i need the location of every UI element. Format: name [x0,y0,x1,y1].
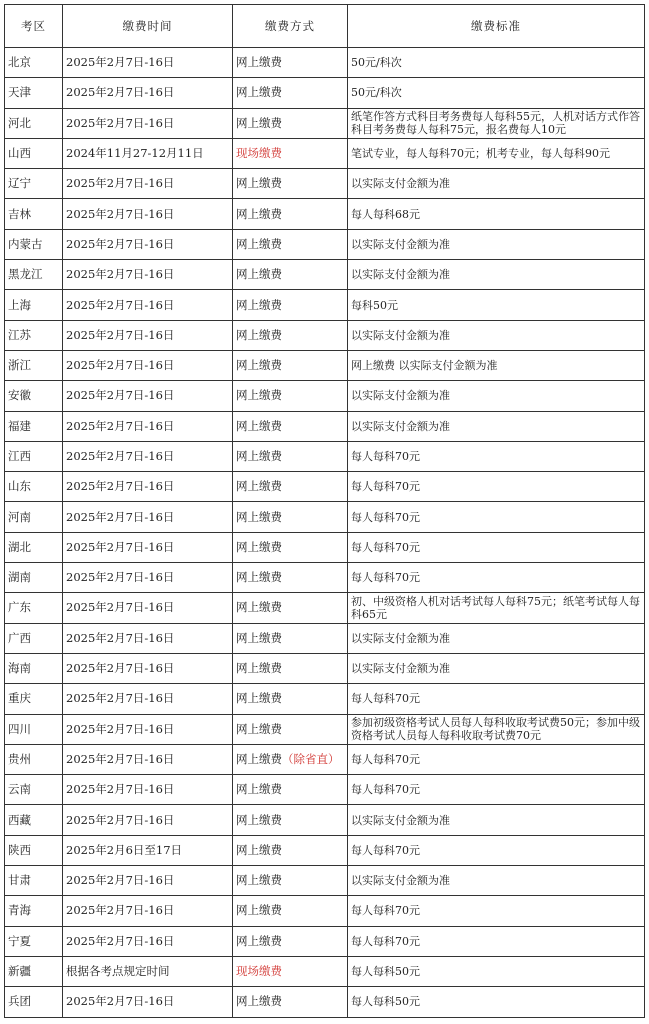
method-text: 网上缴费 [236,85,282,100]
cell-method [233,714,348,744]
cell-time: 2025年2月7日-16日 [63,441,233,471]
table-row [5,381,645,411]
cell-time: 根据各考点规定时间 [63,956,233,986]
cell-time: 2024年11月27-12月11日 [63,138,233,168]
cell-time: 2025年2月7日-16日 [63,472,233,502]
method-text: 网上缴费 [236,873,282,888]
cell-method [233,138,348,168]
cell-time: 2025年2月7日-16日 [63,48,233,78]
table-row [5,532,645,562]
cell-region: 黑龙江 [5,260,63,290]
cell-region: 新疆 [5,956,63,986]
table-row [5,502,645,532]
table-row [5,653,645,683]
method-note: （除省直） [282,751,340,766]
table-row [5,866,645,896]
cell-region: 天津 [5,78,63,108]
table-row [5,199,645,229]
cell-fee: 每人每科70元 [348,684,645,714]
table-row [5,350,645,380]
method-text: 网上缴费 [236,206,282,221]
table-row [5,229,645,259]
cell-fee: 每人每科70元 [348,926,645,956]
cell-time: 2025年2月7日-16日 [63,684,233,714]
fee-table [4,4,645,1018]
cell-time: 2025年2月7日-16日 [63,987,233,1017]
cell-region: 西藏 [5,805,63,835]
cell-time: 2025年2月7日-16日 [63,381,233,411]
method-text: 网上缴费 [236,388,282,403]
cell-fee: 以实际支付金额为准 [348,411,645,441]
cell-time: 2025年2月7日-16日 [63,623,233,653]
cell-method [233,169,348,199]
cell-method [233,987,348,1017]
cell-fee: 以实际支付金额为准 [348,805,645,835]
method-text: 网上缴费 [236,812,282,827]
cell-time: 2025年2月7日-16日 [63,290,233,320]
cell-time: 2025年2月7日-16日 [63,229,233,259]
cell-fee: 每人每科70元 [348,835,645,865]
cell-time: 2025年2月7日-16日 [63,563,233,593]
cell-region: 广东 [5,593,63,623]
table-header [5,5,645,48]
cell-method [233,48,348,78]
cell-time: 2025年2月7日-16日 [63,866,233,896]
cell-time: 2025年2月7日-16日 [63,260,233,290]
table-body [5,48,645,1018]
cell-region: 四川 [5,714,63,744]
method-text: 网上缴费 [236,418,282,433]
cell-region: 辽宁 [5,169,63,199]
method-text: 网上缴费 [236,661,282,676]
method-text: 网上缴费 [236,509,282,524]
cell-time: 2025年2月7日-16日 [63,350,233,380]
cell-region: 河南 [5,502,63,532]
table-row [5,563,645,593]
cell-time: 2025年2月7日-16日 [63,926,233,956]
header-fee: 缴费标准 [348,5,645,48]
cell-fee: 每人每科68元 [348,199,645,229]
cell-time: 2025年2月7日-16日 [63,593,233,623]
cell-region: 山东 [5,472,63,502]
cell-method [233,835,348,865]
cell-fee: 以实际支付金额为准 [348,866,645,896]
table-row [5,775,645,805]
method-text: 网上缴费 [236,994,282,1009]
cell-fee: 初、中级资格人机对话考试每人每科75元；纸笔考试每人每科65元 [348,593,645,623]
method-text: 网上缴费 [236,630,282,645]
method-text: 网上缴费 [236,600,282,615]
table-row [5,78,645,108]
cell-method [233,684,348,714]
cell-method [233,290,348,320]
cell-time: 2025年2月7日-16日 [63,775,233,805]
cell-time: 2025年2月7日-16日 [63,714,233,744]
cell-method [233,260,348,290]
method-text: 网上缴费 [236,933,282,948]
cell-method [233,441,348,471]
table-row [5,593,645,623]
cell-method [233,411,348,441]
table-row [5,108,645,138]
cell-fee: 纸笔作答方式科目考务费每人每科55元，人机对话方式作答科目考务费每人每科75元，报名费每人10元 [348,108,645,138]
cell-time: 2025年2月7日-16日 [63,744,233,774]
cell-fee: 50元/科次 [348,48,645,78]
cell-method [233,472,348,502]
cell-time: 2025年2月6日至17日 [63,835,233,865]
cell-method [233,108,348,138]
cell-fee: 50元/科次 [348,78,645,108]
table-row [5,926,645,956]
cell-region: 上海 [5,290,63,320]
method-text: 网上缴费 [236,55,282,70]
cell-region: 山西 [5,138,63,168]
cell-method [233,199,348,229]
cell-time: 2025年2月7日-16日 [63,199,233,229]
method-text: 网上缴费 [236,327,282,342]
cell-fee: 参加初级资格考试人员每人每科收取考试费50元；参加中级资格考试人员每人每科收取考试费70元 [348,714,645,744]
cell-fee: 以实际支付金额为准 [348,169,645,199]
cell-method [233,350,348,380]
cell-region: 兵团 [5,987,63,1017]
cell-region: 吉林 [5,199,63,229]
cell-region: 江西 [5,441,63,471]
cell-time: 2025年2月7日-16日 [63,653,233,683]
cell-fee: 每人每科50元 [348,987,645,1017]
cell-region: 甘肃 [5,866,63,896]
cell-time: 2025年2月7日-16日 [63,502,233,532]
cell-fee: 每人每科70元 [348,775,645,805]
cell-time: 2025年2月7日-16日 [63,411,233,441]
header-method: 缴费方式 [233,5,348,48]
method-text: 网上缴费 [236,176,282,191]
table-row [5,472,645,502]
cell-fee: 以实际支付金额为准 [348,320,645,350]
cell-fee: 每人每科70元 [348,896,645,926]
method-text: 网上缴费 [236,358,282,373]
method-text: 网上缴费 [236,115,282,130]
table-row [5,896,645,926]
cell-time: 2025年2月7日-16日 [63,896,233,926]
header-region: 考区 [5,5,63,48]
cell-time: 2025年2月7日-16日 [63,169,233,199]
cell-method [233,926,348,956]
cell-method [233,381,348,411]
cell-region: 重庆 [5,684,63,714]
table-row [5,290,645,320]
table-row [5,987,645,1017]
cell-time: 2025年2月7日-16日 [63,108,233,138]
table-row [5,744,645,774]
method-text: 网上缴费 [236,236,282,251]
method-text: 网上缴费 [236,449,282,463]
cell-fee: 笔试专业，每人每科70元；机考专业，每人每科90元 [348,138,645,168]
cell-method [233,502,348,532]
cell-region: 湖南 [5,563,63,593]
cell-method [233,956,348,986]
cell-fee: 以实际支付金额为准 [348,623,645,653]
cell-method [233,866,348,896]
method-text: 网上缴费 [236,903,282,918]
table-row [5,320,645,350]
table-row [5,138,645,168]
table-row [5,441,645,471]
table-row [5,956,645,986]
cell-method [233,775,348,805]
cell-region: 福建 [5,411,63,441]
cell-fee: 每人每科50元 [348,956,645,986]
cell-fee: 每人每科70元 [348,472,645,502]
cell-method [233,78,348,108]
cell-method [233,563,348,593]
cell-method [233,623,348,653]
cell-fee: 以实际支付金额为准 [348,260,645,290]
cell-fee: 每人每科70元 [348,502,645,532]
method-text: 网上缴费 [236,297,282,312]
table-row [5,260,645,290]
cell-region: 河北 [5,108,63,138]
cell-fee: 网上缴费 以实际支付金额为准 [348,350,645,380]
cell-method [233,744,348,774]
cell-method [233,805,348,835]
table-row [5,684,645,714]
table-row [5,169,645,199]
cell-fee: 每人每科70元 [348,563,645,593]
cell-method [233,896,348,926]
method-note: 现场缴费 [236,964,282,979]
method-note: 现场缴费 [236,146,282,161]
cell-time: 2025年2月7日-16日 [63,320,233,350]
cell-fee: 以实际支付金额为准 [348,653,645,683]
cell-method [233,320,348,350]
method-text: 网上缴费 [236,267,282,282]
table-row [5,714,645,744]
cell-region: 贵州 [5,744,63,774]
method-text: 网上缴费 [236,721,282,736]
cell-region: 安徽 [5,381,63,411]
cell-region: 陕西 [5,835,63,865]
cell-method [233,229,348,259]
cell-region: 北京 [5,48,63,78]
table-row [5,805,645,835]
table-row [5,48,645,78]
table-row [5,835,645,865]
method-text: 网上缴费 [236,539,282,554]
cell-region: 宁夏 [5,926,63,956]
cell-fee: 以实际支付金额为准 [348,229,645,259]
method-text: 网上缴费 [236,842,282,857]
cell-method [233,593,348,623]
cell-region: 海南 [5,653,63,683]
cell-fee: 每人每科70元 [348,744,645,774]
table-row [5,411,645,441]
cell-region: 浙江 [5,350,63,380]
cell-fee: 每人每科70元 [348,441,645,471]
cell-method [233,653,348,683]
cell-fee: 每人每科70元 [348,532,645,562]
method-text: 网上缴费 [236,691,282,706]
cell-fee: 以实际支付金额为准 [348,381,645,411]
cell-region: 内蒙古 [5,229,63,259]
cell-method [233,532,348,562]
method-text: 网上缴费 [236,479,282,494]
method-text: 网上缴费 [236,751,282,766]
header-time: 缴费时间 [63,5,233,48]
cell-time: 2025年2月7日-16日 [63,532,233,562]
cell-region: 广西 [5,623,63,653]
cell-time: 2025年2月7日-16日 [63,805,233,835]
cell-fee: 每科50元 [348,290,645,320]
cell-region: 青海 [5,896,63,926]
table-row [5,623,645,653]
cell-region: 湖北 [5,532,63,562]
method-text: 网上缴费 [236,570,282,585]
cell-region: 江苏 [5,320,63,350]
cell-region: 云南 [5,775,63,805]
cell-time: 2025年2月7日-16日 [63,78,233,108]
method-text: 网上缴费 [236,782,282,797]
